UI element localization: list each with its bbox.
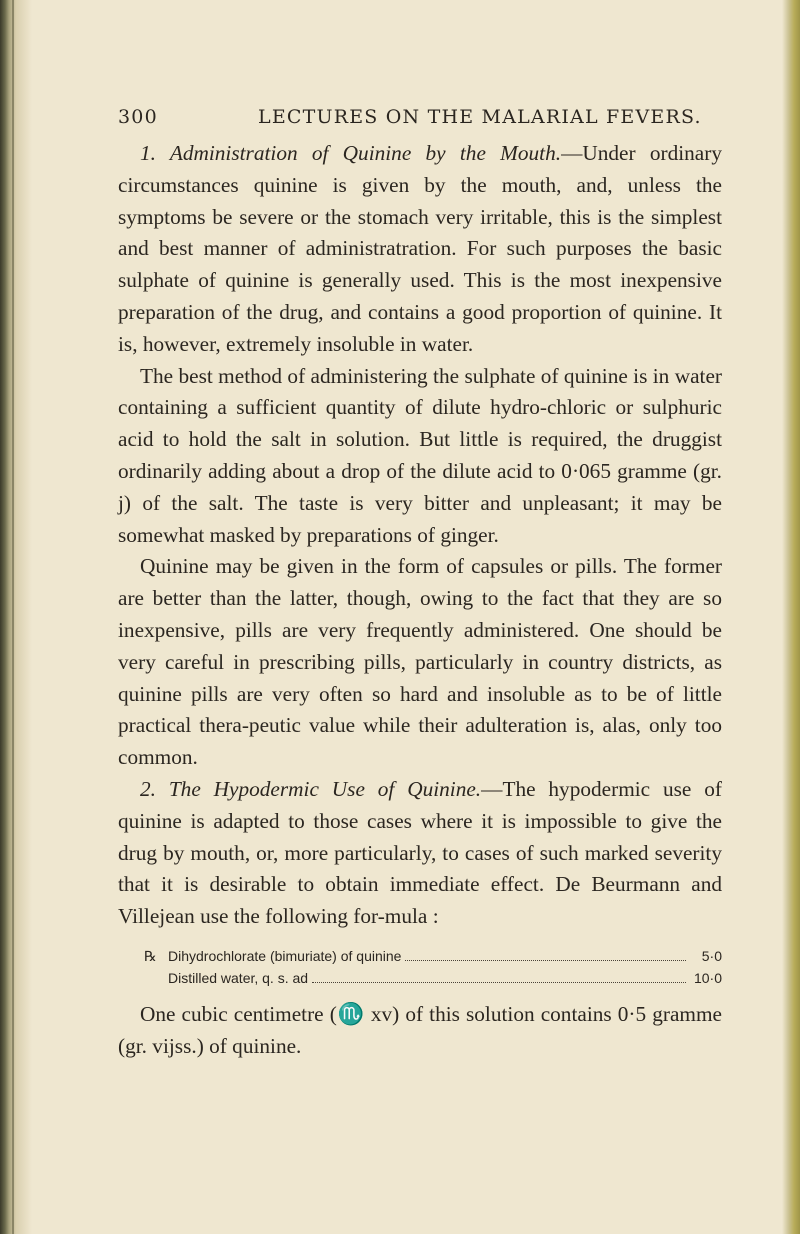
section-2-heading: 2. The Hypodermic Use of Quinine. <box>140 776 482 801</box>
formula-ingredient: Distilled water, q. s. ad <box>168 969 309 986</box>
body-text <box>118 138 722 1063</box>
formula-row <box>118 967 722 989</box>
prescription-formula <box>118 945 722 989</box>
dot-leader <box>405 960 686 961</box>
formula-amount: 10·0 <box>693 969 722 986</box>
section-1-text: —Under ordinary circumstances quinine is given by the mouth, and, unless the symptoms be severe or the stomach very irritable, this is the simplest and best manner of administratration. For such purposes the basic sulphate of quinine is generally used. This is the most inexpensive preparation of the drug, and contains a good proportion of quinine. It is, however, extremely insoluble in water. <box>118 141 722 356</box>
formula-row <box>118 945 722 967</box>
section-2-text: —The hypodermic use of quinine is adapted to those cases where it is impossible to give the drug by mouth, or, more particularly, to cases of such marked severity that it is desirable to obtain immediate effect. De Beurmann and Villejean use the following for-mula : <box>118 776 722 929</box>
running-head-title: LECTURES ON THE MALARIAL FEVERS. <box>258 106 702 128</box>
rx-icon: ℞ <box>144 947 157 964</box>
page-right-edge <box>782 0 800 1234</box>
formula-ingredient: Dihydrochlorate (bimuriate) of quinine <box>168 947 402 964</box>
section-2-paragraph <box>118 774 722 933</box>
binding-rule <box>12 0 14 1234</box>
page-number: 300 <box>118 106 158 128</box>
closing-paragraph: One cubic centimetre (♏ xv) of this solution contains 0·5 gramme (gr. vijss.) of quinine. <box>118 1001 722 1058</box>
running-head <box>118 102 722 134</box>
formula-amount: 5·0 <box>701 947 722 964</box>
book-binding-left-edge <box>0 0 32 1234</box>
section-1-heading: 1. Administration of Quinine by the Mouth. <box>140 141 562 165</box>
section-1-paragraph <box>118 138 722 361</box>
paragraph-capsules-pills: Quinine may be given in the form of capsules or pills. The former are better than the latter, though, owing to the fact that they are so inexpensive, pills are very frequently administered. One should be very careful in prescribing pills, particularly in country districts, as quinine pills are very often so hard and insoluble as to be of little practical thera-peutic value while their adulteration is, alas, only too common. <box>118 554 722 770</box>
dot-leader <box>312 982 686 983</box>
paragraph-administering-sulphate: The best method of administering the sulphate of quinine is in water containing a sufficient quantity of dilute hydro-chloric or sulphuric acid to hold the salt in solution. But little is required, the druggist ordinarily adding about a drop of the dilute acid to 0·065 gramme (gr. j) of the salt. The taste is very bitter and unpleasant; it may be somewhat masked by preparations of ginger. <box>118 363 722 547</box>
book-page <box>118 102 722 1063</box>
